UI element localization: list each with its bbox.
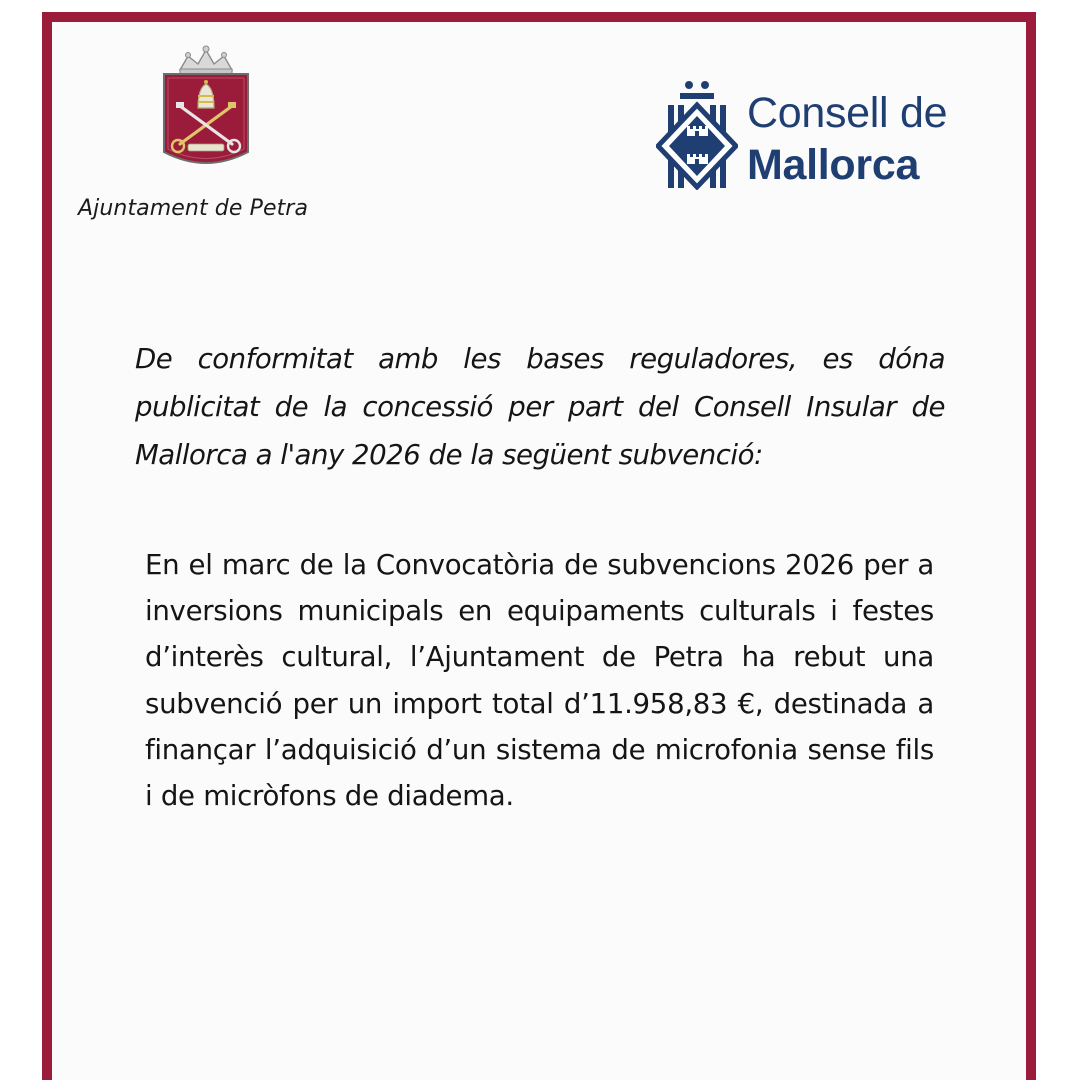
petra-org-name: Ajuntament de Petra [78, 196, 309, 221]
petra-coat-of-arms-icon [158, 44, 254, 170]
consell-org-name-line2: Mallorca [747, 141, 920, 189]
consell-de-mallorca-emblem-icon [656, 78, 738, 190]
consell-de-mallorca-wordmark [747, 89, 948, 189]
subsidy-description-paragraph: En el marc de la Convocatòria de subvencions 2026 per a inversions municipals en equipaments culturals i festes d’interès cultural, l’Ajuntament de Petra ha rebut una subvenció per un import total d’11.958,83 €, destinada a finançar l’adquisició d’un sistema de microfonia sense fils i de micròfons de diadema. [145, 548, 934, 813]
intro-paragraph: De conformitat amb les bases reguladores, es dóna publicitat de la concessió per part del Consell Insular de Mallorca a l'any 2026 de la següent subvenció: [135, 342, 945, 471]
consell-org-name-line1: Consell de [747, 89, 948, 137]
